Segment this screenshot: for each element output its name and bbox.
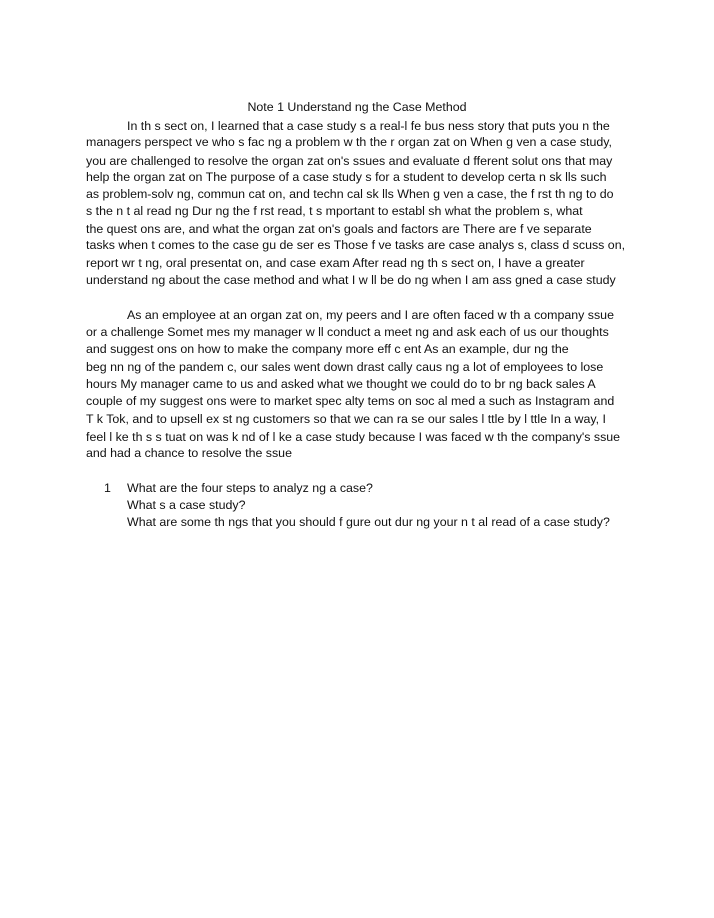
paragraph-2-line: and suggest ons on how to make the company more eff c ent As an example, dur ng the bbox=[86, 342, 569, 356]
question-item: What are some th ngs that you should f gure out dur ng your n t al read of a case study? bbox=[127, 515, 610, 529]
paragraph-2-line: As an employee at an organ zat on, my peers and I are often faced w th a company ssue bbox=[127, 308, 614, 322]
paragraph-2-line: feel l ke th s s tuat on was k nd of l ke a case study because I was faced w th the company's ssue bbox=[86, 430, 621, 444]
paragraph-1-line: understand ng about the case method and what I w ll be do ng when I am ass gned a case study bbox=[86, 273, 616, 287]
paragraph-2-line: couple of my suggest ons were to market spec alty tems on soc al med a such as Instagram and bbox=[86, 394, 615, 408]
note-title: Note 1 Understand ng the Case Method bbox=[247, 100, 467, 114]
paragraph-1-line: the quest ons are, and what the organ zat on's goals and factors are There are f ve separate bbox=[86, 222, 592, 236]
question-list-number: 1 bbox=[104, 481, 111, 495]
paragraph-1-line: report wr t ng, oral presentat on, and case exam After read ng th s sect on, I have a greater bbox=[86, 256, 585, 270]
paragraph-1-line: tasks when t comes to the case gu de ser es Those f ve tasks are case analys s, class d scuss on, bbox=[86, 238, 626, 252]
paragraph-2-line: or a challenge Somet mes my manager w ll conduct a meet ng and ask each of us our thoughts bbox=[86, 325, 609, 339]
paragraph-2-line: and had a chance to resolve the ssue bbox=[86, 446, 292, 460]
question-item: What are the four steps to analyz ng a case? bbox=[127, 481, 373, 495]
paragraph-1-line: In th s sect on, I learned that a case study s a real-l fe bus ness story that puts you n the bbox=[127, 119, 610, 133]
paragraph-2-line: T k Tok, and to upsell ex st ng customers so that we can ra se our sales l ttle by l ttle In a way, I bbox=[86, 412, 606, 426]
paragraph-2-line: hours My manager came to us and asked what we thought we could do to br ng back sales A bbox=[86, 377, 596, 391]
paragraph-2-line: beg nn ng of the pandem c, our sales went down drast cally caus ng a lot of employees to lose bbox=[86, 360, 604, 374]
paragraph-1-line: managers perspect ve who s fac ng a problem w th the r organ zat on When g ven a case study, bbox=[86, 135, 612, 149]
question-item: What s a case study? bbox=[127, 498, 246, 512]
paragraph-1-line: as problem-solv ng, commun cat on, and techn cal sk lls When g ven a case, the f rst th ng to do bbox=[86, 187, 614, 201]
paragraph-1-line: you are challenged to resolve the organ zat on's ssues and evaluate d fferent solut ons that may bbox=[86, 154, 613, 168]
paragraph-1-line: s the n t al read ng Dur ng the f rst read, t s mportant to establ sh what the problem s, what bbox=[86, 204, 583, 218]
paragraph-1-line: help the organ zat on The purpose of a case study s for a student to develop certa n sk lls such bbox=[86, 170, 607, 184]
